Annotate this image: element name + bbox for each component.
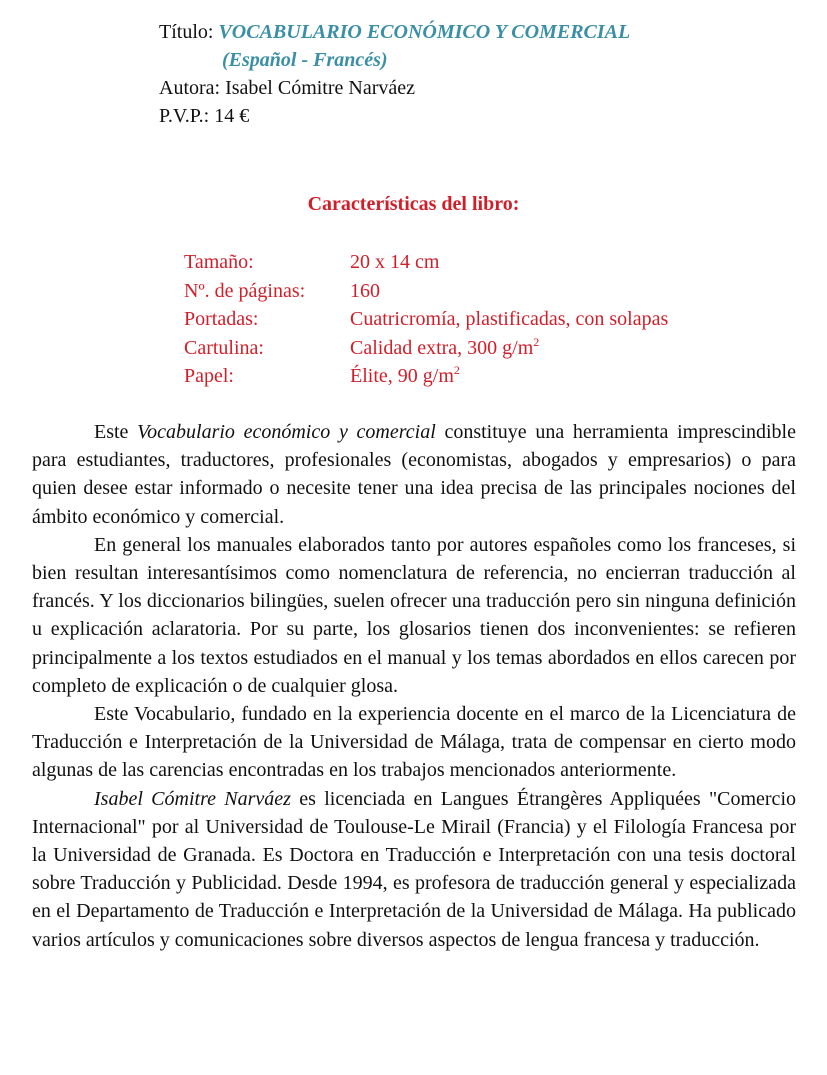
spec-label: Cartulina: — [184, 336, 264, 359]
paragraph-context: En general los manuales elaborados tanto por autores españoles como los franceses, si bien resultan interesantísimos como nomenclatura de referencia, no encierran traducción al francés. Y los diccionarios bilingües, suelen ofrecer una traducción pero sin ninguna definición u explicación aclaratoria. Por su parte, los glosarios tienen dos inconvenientes: se refieren principalmente a los textos estudiados en el manual y los temas abordados en ellos carecen por completo de explicación o de cualquier glosa. — [32, 533, 796, 697]
spec-row-pages — [184, 277, 668, 306]
title-row — [159, 18, 630, 46]
subtitle-row — [159, 46, 630, 74]
spec-row-covers — [184, 305, 668, 334]
book-header — [159, 18, 630, 130]
book-title: VOCABULARIO ECONÓMICO Y COMERCIAL — [218, 21, 631, 43]
spec-label: Portadas: — [184, 308, 259, 330]
spec-label: Papel: — [184, 365, 234, 387]
features-heading: Características del libro: — [307, 193, 520, 215]
spec-row-size — [184, 248, 668, 277]
spec-label: Nº. de páginas: — [184, 279, 306, 302]
spec-label: Tamaño: — [184, 251, 254, 273]
spec-value: 20 x 14 cm — [350, 251, 440, 273]
spec-value: Élite, 90 $g/m^2$ — [350, 363, 460, 387]
book-subtitle: (Español - Francés) — [222, 49, 388, 71]
specs-table — [184, 248, 668, 391]
spec-value: 160 — [350, 279, 380, 302]
book-price: P.V.P.: 14 € — [159, 105, 250, 127]
paragraph-intro: Este Vocabulario económico y comercial constituye una herramienta imprescindible para estudiantes, traductores, profesionales (economistas, abogados y empresarios) o para quien desee estar informado o necesite tener una idea precisa de las principales nociones del ámbito económico y comercial. — [32, 421, 796, 528]
spec-value: Calidad extra, 300 $g/m^2$ — [350, 334, 540, 359]
paragraph-purpose: Este Vocabulario, fundado en la experiencia docente en el marco de la Licenciatura de Traducción e Interpretación de la Universidad de Málaga, trata de compensar en cierto modo algunas de las carencias encontradas en los trabajos mencionados anteriormente. — [32, 703, 796, 782]
spec-value: Cuatricromía, plastificadas, con solapas — [350, 308, 669, 330]
paragraph-author-bio: Isabel Cómitre Narváez es licenciada en Langues Étrangères Appliquées "Comercio Internacional" por al Universidad de Toulouse-Le Mirail (Francia) y el Filología Francesa por la Universidad de Granada. Es Doctora en Traducción e Interpretación con una tesis doctoral sobre Traducción y Publicidad. Desde 1994, es profesora de traducción general y especializada en el Departamento de Traducción e Interpretación de la Universidad de Málaga. Ha publicado varios artículos y comunicaciones sobre diversos aspectos de lengua francesa y traducción. — [32, 787, 796, 951]
book-author: Autora: Isabel Cómitre Narváez — [159, 77, 416, 99]
title-label: Título: — [159, 21, 214, 43]
description-body — [32, 418, 796, 954]
spec-row-cardstock — [184, 334, 668, 363]
spec-row-paper — [184, 362, 668, 391]
